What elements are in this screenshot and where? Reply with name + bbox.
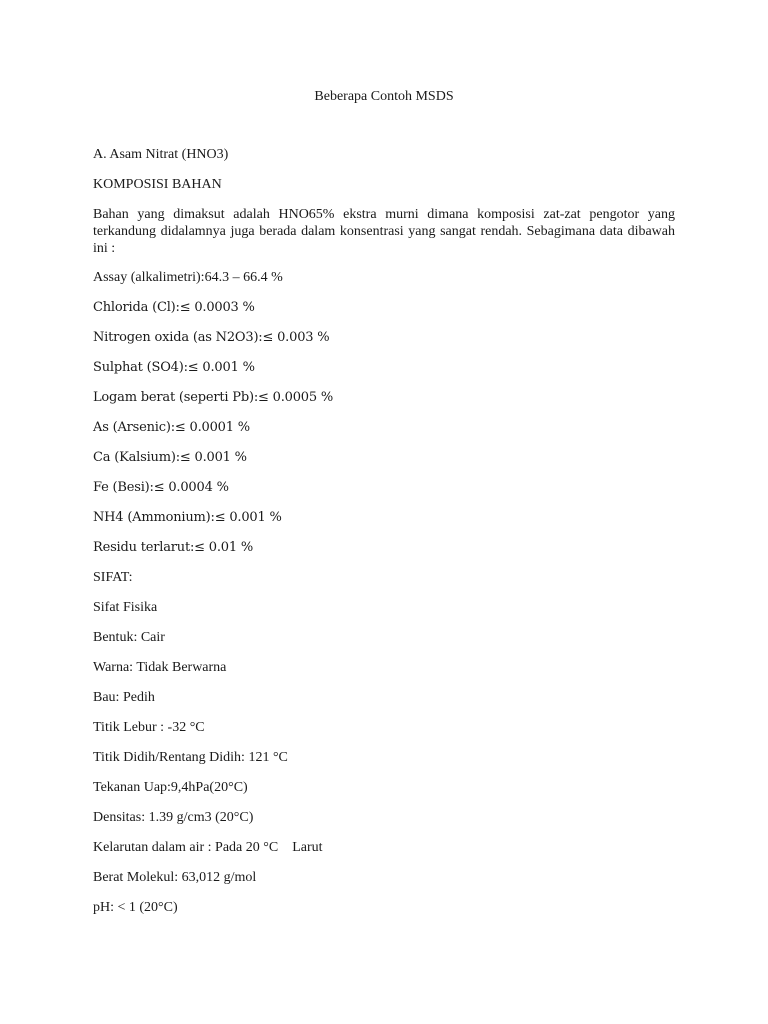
property-line: Bau: Pedih bbox=[93, 690, 155, 705]
property-line: Warna: Tidak Berwarna bbox=[93, 660, 227, 675]
property-line: Bentuk: Cair bbox=[93, 630, 165, 645]
property-line: Titik Lebur : -32 °C bbox=[93, 720, 205, 735]
impurity-line: NH4 (Ammonium):≤ 0.001 % bbox=[93, 510, 282, 525]
properties-heading: SIFAT: bbox=[93, 570, 133, 585]
section-heading: A. Asam Nitrat (HNO3) bbox=[93, 147, 229, 162]
property-line: Tekanan Uap:9,4hPa(20°C) bbox=[93, 780, 248, 795]
impurity-line: As (Arsenic):≤ 0.0001 % bbox=[93, 420, 250, 435]
property-line: Titik Didih/Rentang Didih: 121 °C bbox=[93, 750, 288, 765]
document-body bbox=[93, 146, 675, 929]
impurity-line: Logam berat (seperti Pb):≤ 0.0005 % bbox=[93, 390, 334, 405]
impurity-line: Chlorida (Cl):≤ 0.0003 % bbox=[93, 300, 255, 315]
document-title: Beberapa Contoh MSDS bbox=[314, 89, 454, 104]
physical-properties-heading: Sifat Fisika bbox=[93, 600, 158, 615]
composition-heading: KOMPOSISI BAHAN bbox=[93, 177, 222, 192]
assay-line: Assay (alkalimetri):64.3 – 66.4 % bbox=[93, 270, 283, 285]
impurity-line: Nitrogen oxida (as N2O3):≤ 0.003 % bbox=[93, 330, 330, 345]
impurity-line: Sulphat (SO4):≤ 0.001 % bbox=[93, 360, 255, 375]
property-line: pH: < 1 (20°C) bbox=[93, 900, 178, 915]
impurity-line: Residu terlarut:≤ 0.01 % bbox=[93, 540, 254, 555]
property-line: Berat Molekul: 63,012 g/mol bbox=[93, 870, 257, 885]
property-line: Densitas: 1.39 g/cm3 (20°C) bbox=[93, 810, 254, 825]
property-line: Kelarutan dalam air : Pada 20 °C Larut bbox=[93, 840, 323, 855]
impurity-line: Ca (Kalsium):≤ 0.001 % bbox=[93, 450, 247, 465]
composition-paragraph: Bahan yang dimaksut adalah HNO65% ekstra murni dimana komposisi zat-zat pengotor yang terkandung didalamnya juga berada dalam konsentrasi yang sangat rendah. Sebagimana data dibawah ini : bbox=[93, 207, 675, 256]
impurity-line: Fe (Besi):≤ 0.0004 % bbox=[93, 480, 229, 495]
